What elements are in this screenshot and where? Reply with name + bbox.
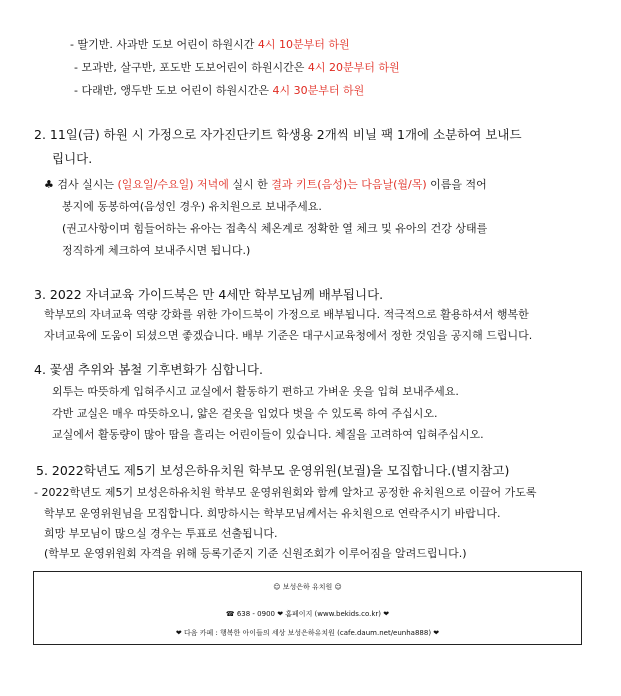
section-3-line-1: 학부모의 자녀교육 역량 강화를 위한 가이드북이 가정으로 배부됩니다. 적극적으로 활용하셔서 행복한 — [44, 308, 529, 321]
bullet-text-b: 실시 한 — [228, 178, 272, 191]
section-5-line-1: - 2022학년도 제5기 보성은하유치원 학부모 운영위원회와 함께 알차고 공정한 유치원으로 이끌어 가도록 — [34, 486, 537, 499]
dismissal-time-1: 4시 10분부터 하원 — [257, 38, 350, 51]
section-4-line-2: 각반 교실은 매우 따뜻하오니, 얇은 겉옷을 입었다 벗을 수 있도록 하여 주십시오. — [52, 407, 438, 420]
bullet-text-c: 이름을 적어 — [426, 178, 487, 191]
section-5-line-2: 학부모 운영위원님을 모집합니다. 희망하시는 학부모님께서는 유치원으로 연락주시기 바랍니다. — [44, 507, 501, 520]
section-2-note-line-2: 정직하게 체크하여 보내주시면 됩니다.) — [62, 244, 251, 257]
dismissal-line-2 — [74, 60, 400, 76]
section-5-line-3: 희망 부모님이 많으실 경우는 투표로 선출됩니다. — [44, 527, 278, 540]
dismissal-classes-2: - 모과반, 살구반, 포도반 도보어린이 하원시간은 — [74, 61, 308, 74]
section-5-line-4: (학부모 운영위원회 자격을 위해 등록기준지 기준 신원조회가 이루어짐을 알려드립니다.) — [44, 547, 467, 560]
section-2-title-line-2: 립니다. — [52, 151, 93, 166]
section-2-title-line-1: 2. 11일(금) 하원 시 가정으로 자가진단키트 학생용 2개씩 비닐 팩 1개에 소분하여 보내드 — [34, 127, 522, 142]
section-2-bullet-line-1 — [44, 177, 487, 193]
cafe-line: ❤ 다음 카페 : 행복한 아이들의 세상 보성은하유치원 (cafe.daum.net/eunha888) ❤ — [175, 629, 440, 637]
dismissal-line-1 — [70, 37, 350, 53]
contact-line: ☎ 638 - 0900 ❤ 홈페이지 (www.bekids.co.kr) ❤ — [225, 610, 390, 618]
test-day-highlight: (일요일/수요일) 저녁에 — [117, 178, 229, 191]
bullet-text-a: ♣ 검사 실시는 — [44, 178, 118, 191]
section-2-note-line-1: (권고사항이며 힘들어하는 유아는 접촉식 체온계로 정확한 열 체크 및 유아의 건강 상태를 — [62, 222, 488, 235]
kindergarten-name: ☺ 보성은하 유치원 ☺ — [273, 583, 342, 591]
dismissal-line-3 — [74, 83, 364, 99]
dismissal-classes-3: - 다래반, 앵두반 도보 어린이 하원시간은 — [74, 84, 273, 97]
section-4-line-3: 교실에서 활동량이 많아 땀을 흘리는 어린이들이 있습니다. 체질을 고려하여 입혀주십시오. — [52, 428, 484, 441]
section-3-line-2: 자녀교육에 도움이 되셨으면 좋겠습니다. 배부 기준은 대구시교육청에서 정한 것임을 공지해 드립니다. — [44, 329, 533, 342]
section-3-title: 3. 2022 자녀교육 가이드북은 만 4세만 학부모님께 배부됩니다. — [34, 287, 384, 302]
dismissal-time-2: 4시 20분부터 하원 — [307, 61, 400, 74]
dismissal-time-3: 4시 30분부터 하원 — [272, 84, 365, 97]
section-4-line-1: 외투는 따뜻하게 입혀주시고 교실에서 활동하기 편하고 가벼운 옷을 입혀 보내주세요. — [52, 385, 459, 398]
kindergarten-info-box — [33, 571, 582, 645]
dismissal-classes-1: - 딸기반. 사과반 도보 어린이 하원시간 — [70, 38, 258, 51]
section-4-title: 4. 꽃샘 추위와 봄철 기후변화가 심합니다. — [34, 362, 263, 377]
section-2-bullet-line-2: 봉지에 동봉하여(음성인 경우) 유치원으로 보내주세요. — [62, 200, 322, 213]
section-5-title: 5. 2022학년도 제5기 보성은하유치원 학부모 운영위원(보궐)을 모집합니다.(별지참고) — [36, 463, 510, 478]
result-kit-highlight: 결과 키트(음성)는 다음날(월/목) — [271, 178, 427, 191]
